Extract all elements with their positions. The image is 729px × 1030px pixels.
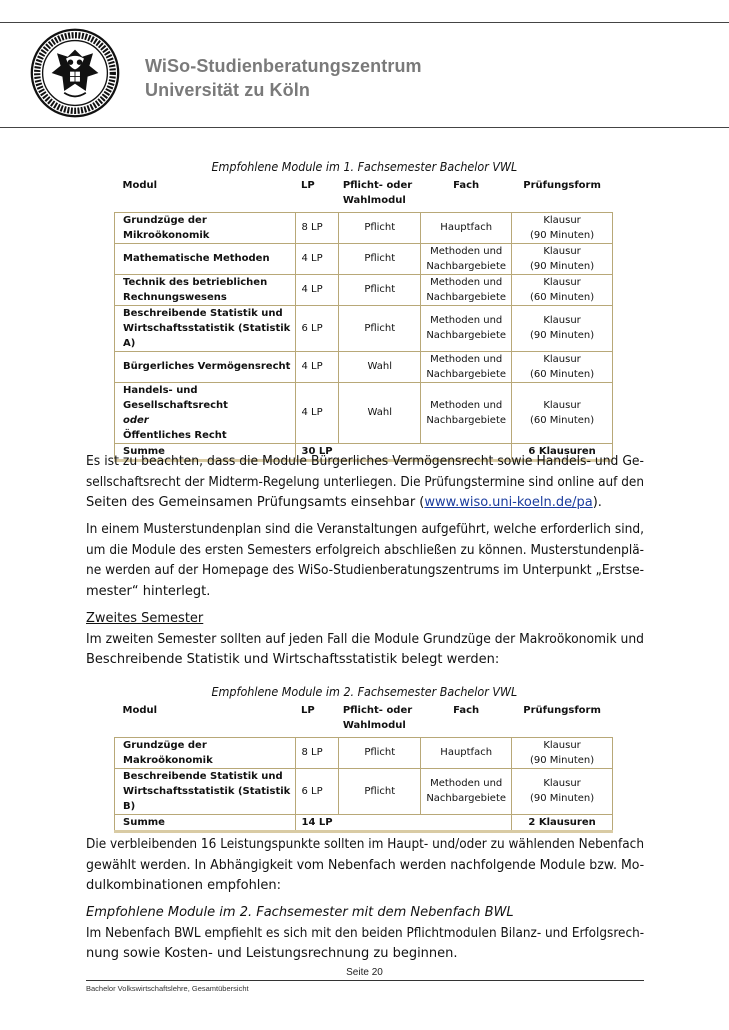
- table-row: Technik des betrieblichen Rechnungswesens 4 LP Pflicht Methoden und Nachbargebiete Klausur (60 Minuten): [115, 274, 613, 305]
- col-header-lp: LP: [295, 178, 339, 212]
- second-semester-heading: Zweites Semester: [86, 611, 204, 626]
- table-row: Mathematische Methoden 4 LP Pflicht Methoden und Nachbargebiete Klausur (90 Minuten): [115, 243, 613, 274]
- table-header-row: [115, 178, 613, 212]
- table-row: Beschreibende Statistik und Wirtschaftsstatistik (Statistik B) 6 LP Pflicht Methoden und Nachbargebiete Klausur (90 Minuten): [115, 768, 613, 814]
- table-header-row: [115, 703, 613, 737]
- table-sum-row: Summe 30 LP 6 Klausuren: [115, 443, 613, 460]
- nebenfach-bwl-section: Empfohlene Module im 2. Fachsemester mit dem Nebenfach BWL Im Nebenfach BWL empfiehlt es sich mit den beiden Pflichtmodulen Bilanz- und Erfolgsrech- nung sowie Kosten- und Leistungsrechnung zu beginnen.: [86, 905, 645, 961]
- nebenfach-bwl-heading: Empfohlene Module im 2. Fachsemester mit dem Nebenfach BWL: [86, 905, 514, 920]
- document-title-footer: Bachelor Volkswirtschaftslehre, Gesamtübersicht: [86, 984, 249, 993]
- col-header-modul: Modul: [115, 703, 296, 737]
- header-title-center: WiSo-Studienberatungszentrum: [145, 56, 422, 76]
- table-row: Grundzüge der Makroökonomik 8 LP Pflicht Hauptfach Klausur (90 Minuten): [115, 737, 613, 768]
- col-header-fach: Fach: [421, 703, 512, 737]
- table-row: Handels- und Gesellschaftsrecht oder Öffentliches Recht 4 LP Wahl Methoden und Nachbargebiete Klausur (60 Minuten): [115, 382, 613, 443]
- table-row: Grundzüge der Mikroökonomik 8 LP Pflicht Hauptfach Klausur (90 Minuten): [115, 212, 613, 243]
- page-number: Seite 20: [346, 967, 383, 978]
- module-table-semester-2: [114, 703, 613, 833]
- remaining-credits-paragraph: Die verbleibenden 16 Leistungspunkte sollten im Haupt- und/oder zu wählenden Nebenfach gewählt werden. In Abhängigkeit vom Nebenfach werden nachfolgende Module bzw. Mo- dulkombinationen empfohlen:: [86, 837, 645, 893]
- pruefungsamt-link[interactable]: www.wiso.uni-koeln.de/pa: [424, 495, 593, 510]
- midterm-note-paragraph: Es ist zu beachten, dass die Module Bürgerliches Vermögensrecht sowie Handels- und Ge- sellschaftsrecht der Midterm-Regelung unterliegen. Die Prüfungstermine sind online auf den Seiten des Gemeinsamen Prüfungsamts einsehbar (www.wiso.uni-koeln.de/pa).: [86, 454, 644, 510]
- col-header-pflicht: Pflicht- oder Wahlmodul: [339, 178, 421, 212]
- col-header-lp: LP: [295, 703, 339, 737]
- footer-rule: [86, 980, 644, 981]
- col-header-pflicht: Pflicht- oder Wahlmodul: [339, 703, 421, 737]
- header-top-rule: [0, 22, 729, 23]
- musterstundenplan-paragraph: In einem Musterstundenplan sind die Veranstaltungen aufgeführt, welche erforderlich sind, um die Module des ersten Semesters erfolgreich abschließen zu können. Musterstundenplä- ne werden auf der Homepage des WiSo-Studienberatungszentrums im Unterpunkt „Erstse- mester“ hinterlegt.: [86, 522, 644, 599]
- col-header-fach: Fach: [421, 178, 512, 212]
- module-table-semester-1: [114, 178, 613, 462]
- table2-caption: Empfohlene Module im 2. Fachsemester Bachelor VWL: [211, 685, 518, 699]
- table-row: Bürgerliches Vermögensrecht 4 LP Wahl Methoden und Nachbargebiete Klausur (60 Minuten): [115, 351, 613, 382]
- col-header-pruefungsform: Prüfungsform: [512, 178, 613, 212]
- col-header-pruefungsform: Prüfungsform: [512, 703, 613, 737]
- header-title-university: Universität zu Köln: [145, 80, 310, 100]
- table-row: Beschreibende Statistik und Wirtschaftsstatistik (Statistik A) 6 LP Pflicht Methoden und Nachbargebiete Klausur (90 Minuten): [115, 305, 613, 351]
- col-header-modul: Modul: [115, 178, 296, 212]
- table-sum-row: Summe 14 LP 2 Klausuren: [115, 814, 613, 831]
- table1-caption: Empfohlene Module im 1. Fachsemester Bachelor VWL: [211, 160, 518, 174]
- university-seal-icon: [30, 28, 120, 118]
- second-semester-section: Zweites Semester Im zweiten Semester sollten auf jeden Fall die Module Grundzüge der Makroökonomik und Beschreibende Statistik und Wirtschaftsstatistik belegt werden:: [86, 611, 644, 667]
- header-bottom-rule: [0, 127, 729, 128]
